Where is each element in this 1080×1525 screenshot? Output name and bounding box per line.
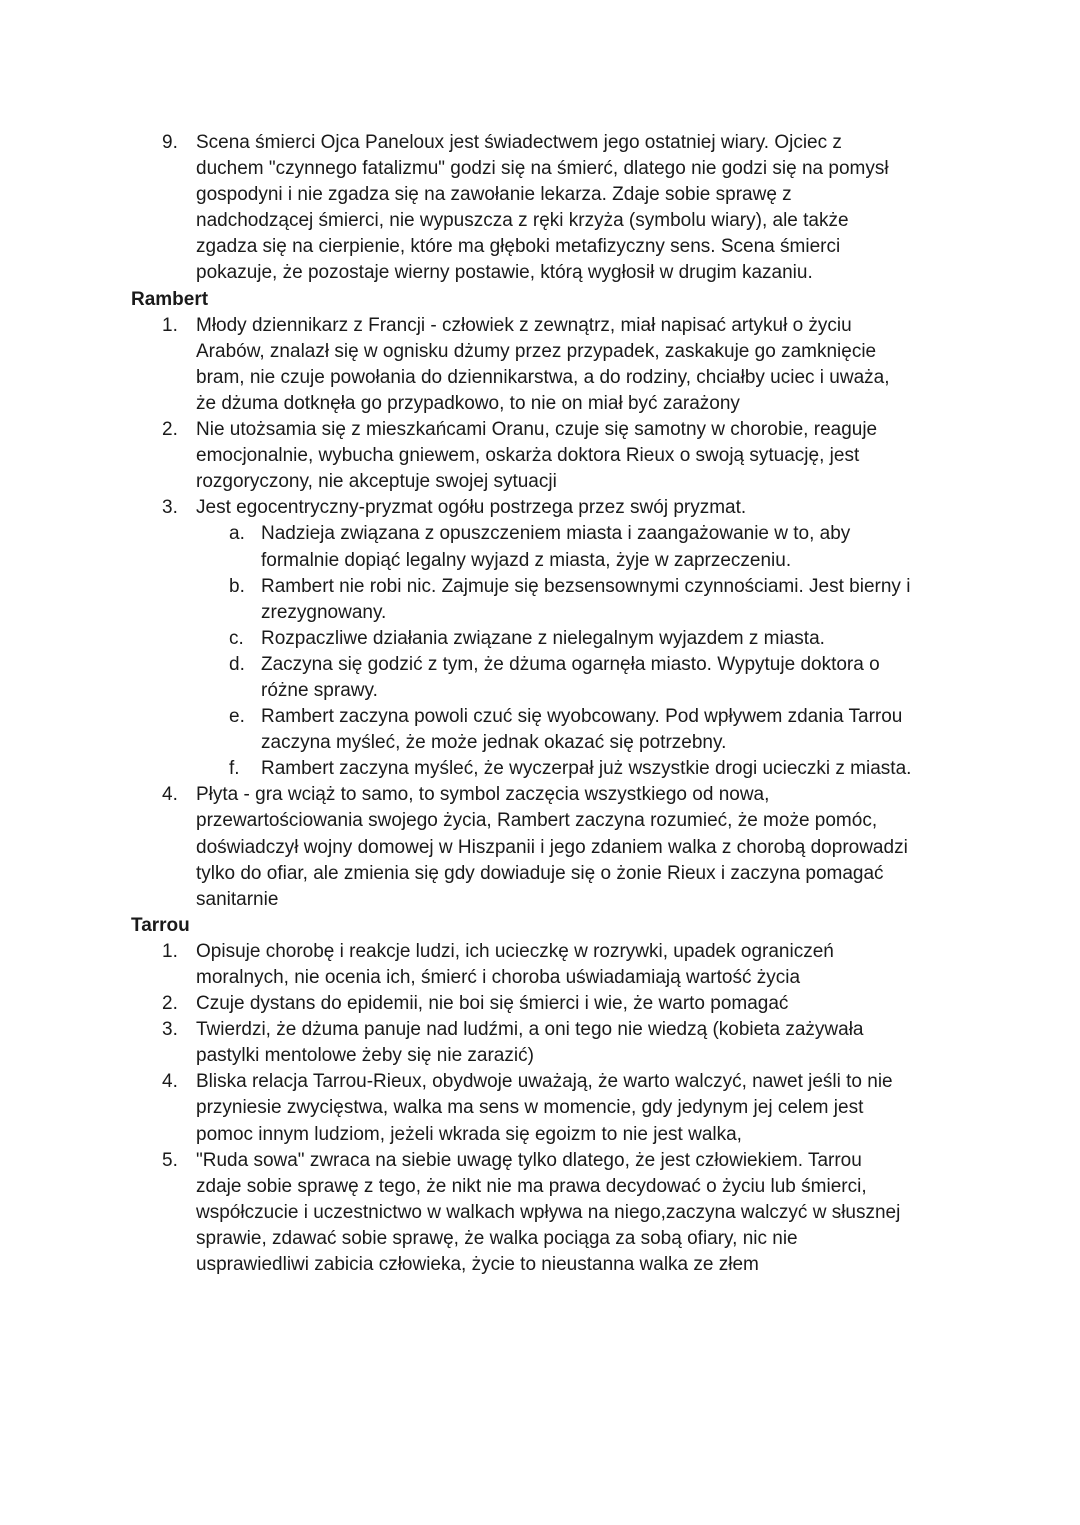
text-line: Jest egocentryczny-pryzmat ogółu postrzega przez swój pryzmat. [196,497,747,519]
text-line: doświadczył wojny domowej w Hiszpanii i jego zdaniem walka z chorobą doprowadzi [196,836,908,858]
sublist-item [196,704,961,756]
text-line: zgadza się na cierpienie, które ma głęboki metafizyczny sens. Scena śmierci [196,236,841,258]
text-line: tylko do ofiar, ale zmienia się gdy dowiaduje się o żonie Rieux i zaczyna pomagać [196,862,884,884]
sublist-item [196,756,961,782]
text-line: Nie utożsamia się z mieszkańcami Oranu, czuje się samotny w chorobie, reaguje [196,419,878,441]
rambert-sublist [196,521,961,782]
text-line: że dżuma dotknęła go przypadkowo, to nie on miał być zarażony [196,392,740,414]
tarrou-list [131,939,961,1278]
text-line: Zaczyna się godzić z tym, że dżuma ogarnęła miasto. Wypytuje doktora o [261,653,880,675]
list-number: 3. [162,1019,178,1041]
section-heading-tarrou: Tarrou [131,914,190,936]
text-line: Bliska relacja Tarrou-Rieux, obydwoje uważają, że warto walczyć, nawet jeśli to nie [196,1071,893,1093]
list-item [131,130,961,287]
text-line: różne sprawy. [261,679,378,701]
text-line: zrezygnowany. [261,601,387,623]
sublist-letter: c. [229,627,244,649]
list-item [131,991,961,1017]
text-line: Twierdzi, że dżuma panuje nad ludźmi, a oni tego nie wiedzą (kobieta zażywała [196,1019,864,1041]
text-line: "Ruda sowa" zwraca na siebie uwagę tylko dlatego, że jest człowiekiem. Tarrou [196,1149,862,1171]
paneloux-list [131,130,961,287]
sublist-letter: a. [229,523,245,545]
sublist-letter: d. [229,653,245,675]
text-line: Opisuje chorobę i reakcje ludzi, ich ucieczkę w rozrywki, upadek ograniczeń [196,940,834,962]
list-number: 1. [162,940,178,962]
text-line: nadchodzącej śmierci, nie wypuszcza z ręki krzyża (symbolu wiary), ale także [196,210,849,232]
text-line: usprawiedliwi zabicia człowieka, życie to nieustanna walka ze złem [196,1254,759,1276]
text-line: Arabów, znalazł się w ognisku dżumy przez przypadek, zaskakuje go zamknięcie [196,340,877,362]
list-number: 3. [162,497,178,519]
text-line: pastylki mentolowe żeby się nie zarazić) [196,1045,534,1067]
list-item [131,1017,961,1069]
text-line: Rambert zaczyna powoli czuć się wyobcowany. Pod wpływem zdania Tarrou [261,706,903,728]
text-line: Rambert nie robi nic. Zajmuje się bezsensownymi czynnościami. Jest bierny i [261,575,911,597]
sublist-letter: b. [229,575,245,597]
text-line: pomoc innym ludziom, jeżeli wkrada się egoizm to nie jest walka, [196,1123,742,1145]
text-line: przyniesie zwycięstwa, walka ma sens w momencie, gdy jedynym jej celem jest [196,1097,864,1119]
section-heading-rambert: Rambert [131,288,209,310]
text-line: gospodyni i nie zgadza się na zawołanie lekarza. Zdaje sobie sprawę z [196,184,792,206]
list-item [131,313,961,417]
text-line: współczucie i uczestnictwo w walkach wpływa na niego,zaczyna walczyć w słusznej [196,1201,901,1223]
text-line: moralnych, nie ocenia ich, śmierć i choroba uświadamiają wartość życia [196,967,801,988]
list-number: 4. [162,1071,178,1093]
text-line: Rozpaczliwe działania związane z nielegalnym wyjazdem z miasta. [261,627,825,649]
text-line: Rambert zaczyna myśleć, że wyczerpał już wszystkie drogi ucieczki z miasta. [261,758,912,780]
text-line: formalnie dopiąć legalny wyjazd z miasta, żyje w zaprzeczeniu. [261,549,792,571]
list-number: 9. [162,132,178,153]
sublist-item [196,574,961,626]
sublist-item [196,652,961,704]
text-line: Czuje dystans do epidemii, nie boi się śmierci i wie, że warto pomagać [196,993,789,1015]
rambert-list [131,313,961,913]
text-line: rozgoryczony, nie akceptuje swojej sytuacji [196,471,557,493]
list-number: 2. [162,993,178,1015]
sublist-item [196,626,961,652]
text-line: Nadzieja związana z opuszczeniem miasta i zaangażowanie w to, aby [261,523,851,545]
text-line: Młody dziennikarz z Francji - człowiek z zewnątrz, miał napisać artykuł o życiu [196,314,852,336]
text-line: zdaje sobie sprawę z tego, że nikt nie ma prawa decydować o życiu lub śmierci, [196,1175,867,1197]
text-line: Płyta - gra wciąż to samo, to symbol zaczęcia wszystkiego od nowa, [196,784,770,806]
text-line: zaczyna myśleć, że może jednak okazać się potrzebny. [261,732,727,754]
list-item [131,417,961,495]
list-number: 5. [162,1149,178,1171]
text-line: sanitarnie [196,888,279,910]
list-item [131,782,961,912]
list-item [131,495,961,782]
list-number: 4. [162,784,178,806]
list-item [131,1148,961,1278]
sublist-letter: e. [229,706,245,728]
list-item [131,1069,961,1147]
text-line: Scena śmierci Ojca Paneloux jest świadectwem jego ostatniej wiary. Ojciec z [196,132,842,153]
text-line: bram, nie czuje powołania do dziennikarstwa, a do rodziny, chciałby uciec i uważa, [196,366,890,388]
list-number: 1. [162,314,178,336]
document-body [131,130,961,1278]
text-line: sprawie, zdawać sobie sprawę, że walka pociąga za sobą ofiary, nic nie [196,1227,798,1249]
text-line: duchem "czynnego fatalizmu" godzi się na śmierć, dlatego nie godzi się na pomysł [196,158,889,180]
sublist-letter: f. [229,758,240,780]
list-item [131,939,961,991]
sublist-item [196,521,961,573]
text-line: przewartościowania swojego życia, Rambert zaczyna rozumieć, że może pomóc, [196,810,878,832]
text-line: emocjonalnie, wybucha gniewem, oskarża doktora Rieux o swoją sytuację, jest [196,445,860,467]
list-number: 2. [162,419,178,441]
text-line: pokazuje, że pozostaje wierny postawie, którą wygłosił w drugim kazaniu. [196,262,813,284]
